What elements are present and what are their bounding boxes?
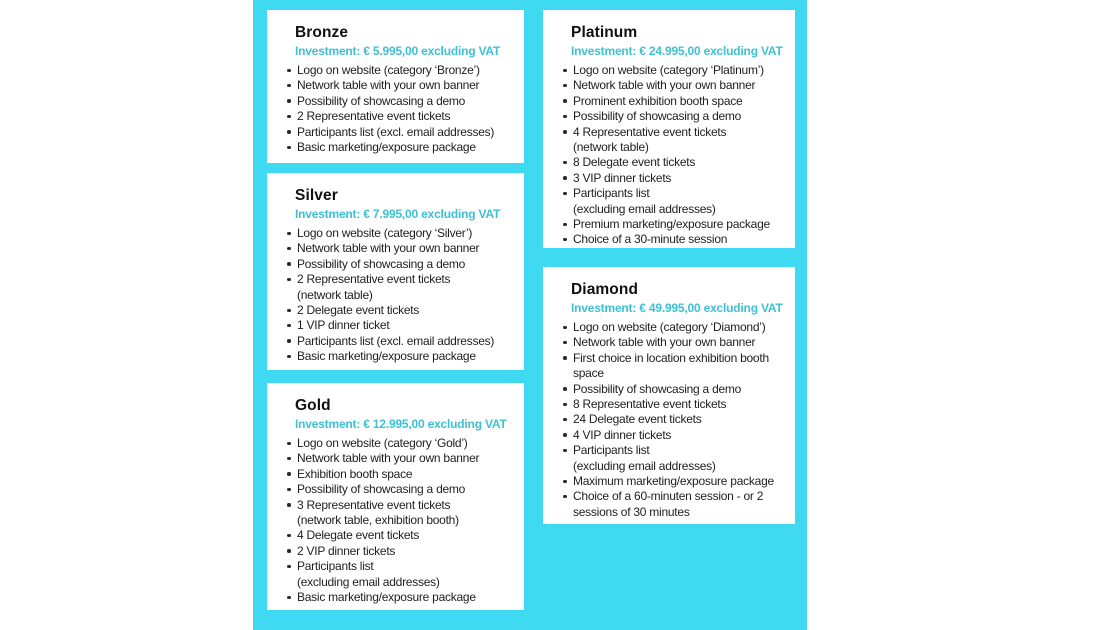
- feature-line: 4 Representative event tickets: [573, 124, 727, 139]
- bullet-icon: [287, 278, 291, 282]
- feature-line: Premium marketing/exposure package: [573, 217, 770, 232]
- feature-line: Logo on website (category ‘Diamond’): [573, 320, 766, 334]
- tier-investment: Investment: € 49.995,00 excluding VAT: [571, 301, 783, 315]
- bullet-icon: [287, 457, 291, 461]
- feature-item: [287, 451, 516, 466]
- bullet-icon: [563, 433, 567, 437]
- feature-item: [563, 109, 787, 124]
- feature-item: [287, 436, 516, 451]
- bullet-icon: [287, 309, 291, 313]
- feature-item: [287, 109, 516, 124]
- feature-item: [563, 63, 787, 78]
- feature-item: [563, 171, 787, 186]
- bullet-icon: [287, 339, 291, 343]
- feature-item: [563, 382, 787, 397]
- bullet-icon: [287, 565, 291, 569]
- feature-item: [287, 78, 516, 93]
- bullet-icon: [287, 442, 291, 446]
- bullet-icon: [563, 69, 567, 73]
- tier-card-silver: [267, 173, 524, 370]
- tier-card-diamond: [543, 267, 795, 524]
- feature-line: (excluding email addresses): [573, 201, 716, 216]
- bullet-icon: [287, 262, 291, 266]
- bullet-icon: [563, 99, 567, 103]
- tier-features: [563, 63, 787, 248]
- feature-item: [287, 303, 516, 318]
- feature-line: 1 VIP dinner ticket: [297, 318, 390, 333]
- feature-line: 2 VIP dinner tickets: [297, 543, 396, 558]
- tier-investment: Investment: € 12.995,00 excluding VAT: [295, 417, 507, 431]
- feature-line: Logo on website (category ‘Silver’): [297, 226, 473, 240]
- bullet-icon: [563, 480, 567, 484]
- bullet-icon: [563, 341, 567, 345]
- tier-features: [287, 436, 516, 605]
- feature-line: Network table with your own banner: [297, 241, 480, 256]
- feature-line: sessions of 30 minutes: [573, 504, 690, 519]
- feature-item: [563, 125, 787, 156]
- feature-item: [287, 467, 516, 482]
- feature-line: Possibility of showcasing a demo: [573, 381, 742, 396]
- feature-line: (excluding email addresses): [297, 574, 440, 589]
- bullet-icon: [287, 355, 291, 359]
- feature-line: 4 Delegate event tickets: [297, 528, 420, 543]
- feature-item: [563, 412, 787, 427]
- bullet-icon: [287, 99, 291, 103]
- bullet-icon: [563, 418, 567, 422]
- feature-line: Participants list: [573, 443, 650, 458]
- feature-item: [563, 489, 787, 520]
- bullet-icon: [563, 115, 567, 119]
- bullet-icon: [287, 534, 291, 538]
- feature-line: 2 Representative event tickets: [297, 272, 451, 287]
- feature-item: [287, 257, 516, 272]
- feature-item: [287, 544, 516, 559]
- tier-name: Platinum: [571, 24, 638, 41]
- feature-item: [563, 397, 787, 412]
- feature-line: Network table with your own banner: [297, 451, 480, 466]
- feature-line: 4 VIP dinner tickets: [573, 427, 672, 442]
- feature-item: [287, 528, 516, 543]
- bullet-icon: [563, 161, 567, 165]
- feature-item: [287, 590, 516, 605]
- bullet-icon: [287, 115, 291, 119]
- feature-line: 8 Delegate event tickets: [573, 155, 696, 170]
- bullet-icon: [563, 403, 567, 407]
- feature-line: (network table, exhibition booth): [297, 513, 459, 528]
- feature-item: [287, 241, 516, 256]
- feature-line: Network table with your own banner: [573, 78, 756, 93]
- feature-line: Network table with your own banner: [573, 335, 756, 350]
- feature-line: Possibility of showcasing a demo: [297, 93, 466, 108]
- feature-item: [287, 482, 516, 497]
- bullet-icon: [287, 84, 291, 88]
- feature-item: [287, 334, 516, 349]
- bullet-icon: [287, 488, 291, 492]
- feature-line: Network table with your own banner: [297, 78, 480, 93]
- feature-line: Possibility of showcasing a demo: [297, 482, 466, 497]
- bullet-icon: [563, 495, 567, 499]
- tier-card-bronze: [267, 10, 524, 163]
- bullet-icon: [287, 247, 291, 251]
- feature-line: Choice of a 60-minuten session - or 2: [573, 489, 764, 504]
- sponsor-tiers-panel: [253, 0, 807, 630]
- tier-name: Diamond: [571, 281, 639, 298]
- feature-line: Participants list (excl. email addresses): [297, 333, 495, 348]
- bullet-icon: [563, 176, 567, 180]
- feature-line: Basic marketing/exposure package: [297, 590, 476, 605]
- tier-features: [287, 226, 516, 365]
- tier-features: [563, 320, 787, 520]
- tier-name: Gold: [295, 397, 331, 414]
- bullet-icon: [287, 472, 291, 476]
- tier-investment: Investment: € 24.995,00 excluding VAT: [571, 44, 783, 58]
- feature-item: [287, 559, 516, 590]
- feature-item: [287, 63, 516, 78]
- bullet-icon: [563, 356, 567, 360]
- bullet-icon: [287, 232, 291, 236]
- tier-investment: Investment: € 5.995,00 excluding VAT: [295, 44, 501, 58]
- feature-line: 3 Representative event tickets: [297, 497, 451, 512]
- bullet-icon: [563, 238, 567, 242]
- feature-line: (network table): [297, 287, 373, 302]
- bullet-icon: [563, 449, 567, 453]
- feature-item: [563, 78, 787, 93]
- bullet-icon: [563, 326, 567, 330]
- feature-line: Participants list: [573, 186, 650, 201]
- feature-line: Maximum marketing/exposure package: [573, 474, 774, 489]
- bullet-icon: [287, 503, 291, 507]
- feature-item: [563, 94, 787, 109]
- feature-item: [287, 140, 516, 155]
- feature-item: [287, 318, 516, 333]
- feature-item: [563, 443, 787, 474]
- tier-card-platinum: [543, 10, 795, 248]
- tier-name: Bronze: [295, 24, 349, 41]
- feature-item: [287, 125, 516, 140]
- tier-name: Silver: [295, 187, 338, 204]
- bullet-icon: [287, 69, 291, 73]
- feature-line: Basic marketing/exposure package: [297, 140, 476, 155]
- bullet-icon: [563, 192, 567, 196]
- feature-line: Basic marketing/exposure package: [297, 349, 476, 364]
- feature-line: 24 Delegate event tickets: [573, 412, 702, 427]
- feature-item: [563, 335, 787, 350]
- feature-line: (network table): [573, 140, 649, 155]
- feature-line: Logo on website (category ‘Platinum’): [573, 63, 764, 77]
- feature-line: Participants list: [297, 559, 374, 574]
- feature-item: [287, 226, 516, 241]
- bullet-icon: [287, 146, 291, 150]
- feature-line: (excluding email addresses): [573, 458, 716, 473]
- feature-line: Choice of a 30-minute session: [573, 232, 728, 247]
- feature-item: [563, 155, 787, 170]
- tier-card-gold: [267, 383, 524, 610]
- feature-line: Possibility of showcasing a demo: [573, 109, 742, 124]
- feature-item: [563, 232, 787, 247]
- feature-line: 8 Representative event tickets: [573, 397, 727, 412]
- tier-investment: Investment: € 7.995,00 excluding VAT: [295, 207, 501, 221]
- feature-line: Exhibition booth space: [297, 466, 413, 481]
- feature-line: Possibility of showcasing a demo: [297, 256, 466, 271]
- feature-item: [563, 320, 787, 335]
- bullet-icon: [287, 324, 291, 328]
- feature-item: [287, 94, 516, 109]
- feature-item: [563, 474, 787, 489]
- feature-line: 2 Representative event tickets: [297, 109, 451, 124]
- feature-line: Logo on website (category ‘Bronze’): [297, 63, 480, 77]
- tier-features: [287, 63, 516, 155]
- feature-line: space: [573, 366, 604, 381]
- bullet-icon: [563, 223, 567, 227]
- bullet-icon: [563, 130, 567, 134]
- feature-item: [563, 428, 787, 443]
- feature-item: [287, 272, 516, 303]
- feature-item: [563, 186, 787, 217]
- bullet-icon: [287, 549, 291, 553]
- bullet-icon: [287, 596, 291, 600]
- bullet-icon: [287, 130, 291, 134]
- feature-line: First choice in location exhibition booth: [573, 350, 769, 365]
- bullet-icon: [563, 387, 567, 391]
- feature-line: Participants list (excl. email addresses): [297, 124, 495, 139]
- feature-line: 2 Delegate event tickets: [297, 303, 420, 318]
- feature-item: [287, 349, 516, 364]
- feature-line: Prominent exhibition booth space: [573, 93, 743, 108]
- feature-line: Logo on website (category ‘Gold’): [297, 436, 468, 450]
- bullet-icon: [563, 84, 567, 88]
- feature-line: 3 VIP dinner tickets: [573, 170, 672, 185]
- feature-item: [563, 217, 787, 232]
- feature-item: [563, 351, 787, 382]
- feature-item: [287, 498, 516, 529]
